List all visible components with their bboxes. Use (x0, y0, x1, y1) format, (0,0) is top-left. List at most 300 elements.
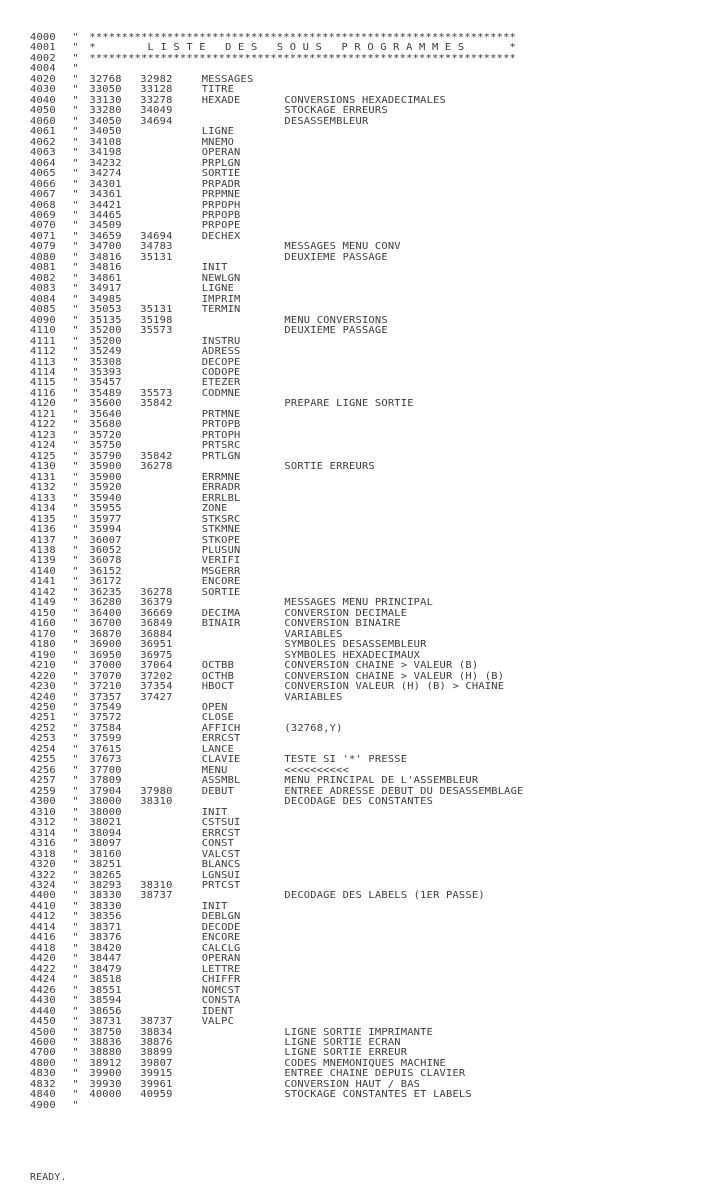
start-address: 38330 (89, 900, 122, 912)
line-number: 4420 (30, 953, 56, 965)
line-number: 4083 (30, 283, 56, 295)
line-number: 4418 (30, 942, 56, 954)
start-address: 35955 (89, 503, 122, 515)
routine-comment: <<<<<<<<<< (284, 764, 350, 776)
start-address: 35640 (89, 408, 122, 420)
routine-name: CALCLG (201, 942, 241, 954)
header-text: * L I S T E D E S S O U S P R O G R A M M E S * (89, 42, 516, 54)
quote-mark: " (72, 1057, 79, 1069)
routine-name: PRPOPB (201, 209, 241, 221)
line-number: 4257 (30, 775, 56, 787)
quote-mark: " (72, 817, 79, 829)
routine-name: PRPOPE (201, 220, 241, 232)
start-address: 38880 (89, 1047, 122, 1059)
start-address: 34816 (89, 262, 122, 274)
quote-mark: " (72, 293, 79, 305)
routine-comment: ENTREE CHAINE DEPUIS CLAVIER (284, 1068, 466, 1080)
line-number: 4116 (30, 387, 56, 399)
routine-name: OPEN (201, 702, 228, 713)
start-address: 38251 (89, 859, 122, 871)
quote-mark: " (72, 827, 79, 839)
quote-mark: " (72, 377, 79, 389)
quote-mark: " (72, 597, 79, 609)
line-number: 4240 (30, 691, 56, 703)
quote-mark: " (72, 838, 79, 850)
start-address: 37809 (89, 775, 122, 787)
routine-name: LGNSUI (201, 869, 241, 881)
routine-comment: SYMBOLES HEXADECIMAUX (284, 649, 421, 661)
end-address: 34049 (140, 105, 173, 117)
quote-mark: " (72, 492, 79, 504)
start-address: 34659 (89, 230, 122, 242)
line-number: 4114 (30, 367, 56, 378)
start-address: 34108 (89, 136, 122, 148)
line-number: 4060 (30, 115, 56, 127)
start-address: 38836 (89, 1037, 122, 1048)
routine-name: OCTBB (201, 660, 235, 672)
start-address: 37549 (89, 702, 122, 713)
routine-comment: MENU CONVERSIONS (284, 314, 388, 326)
routine-name: CSTSUI (201, 817, 241, 829)
quote-mark: " (72, 806, 79, 818)
routine-name: DECOPE (201, 356, 241, 368)
routine-name: TITRE (201, 84, 235, 96)
routine-comment: CODES MNEMONIQUES MACHINE (284, 1057, 447, 1069)
line-number: 4081 (30, 262, 56, 274)
start-address: 35489 (89, 387, 122, 399)
end-address: 36278 (140, 586, 173, 598)
start-address: 36052 (89, 544, 122, 556)
start-address: 38021 (89, 817, 122, 829)
routine-comment: DECODAGE DES CONSTANTES (284, 796, 434, 808)
quote-mark: " (72, 115, 79, 127)
start-address: 38594 (89, 995, 122, 1007)
end-address: 39961 (140, 1078, 173, 1090)
line-number: 4230 (30, 681, 56, 693)
routine-name: PRPOPH (201, 199, 241, 211)
routine-name: VALPC (201, 1016, 235, 1028)
end-address: 37064 (140, 660, 173, 672)
quote-mark: " (72, 712, 79, 724)
quote-mark: " (72, 482, 79, 494)
quote-mark: " (72, 524, 79, 536)
routine-comment: CONVERSIONS HEXADECIMALES (284, 94, 447, 106)
quote-mark: " (72, 157, 79, 169)
start-address: 34050 (89, 115, 122, 127)
routine-name: HEXADE (201, 94, 241, 106)
start-address: 35750 (89, 440, 122, 452)
header-text: ****************************************************************** (89, 52, 516, 64)
routine-comment: MESSAGES MENU PRINCIPAL (284, 597, 434, 609)
line-number: 4130 (30, 461, 56, 473)
line-number: 4065 (30, 168, 56, 180)
start-address: 34232 (89, 157, 122, 169)
routine-name: DECHEX (201, 230, 241, 242)
line-number: 4079 (30, 241, 56, 253)
quote-mark: " (72, 126, 79, 138)
start-address: 40000 (89, 1089, 122, 1101)
start-address: 36400 (89, 607, 122, 619)
start-address: 38000 (89, 796, 122, 808)
routine-comment: SORTIE ERREURS (284, 461, 375, 473)
line-number: 4140 (30, 565, 56, 577)
routine-name: SORTIE (201, 586, 241, 598)
start-address: 38376 (89, 932, 122, 944)
quote-mark: " (72, 796, 79, 808)
end-address: 38899 (140, 1047, 173, 1059)
end-address: 34694 (140, 115, 173, 127)
routine-name: ERRCST (201, 827, 241, 839)
routine-name: ENCORE (201, 932, 241, 944)
line-number: 4069 (30, 209, 56, 221)
line-number: 4137 (30, 534, 56, 546)
start-address: 33050 (89, 84, 122, 96)
line-number: 4800 (30, 1057, 56, 1069)
line-number: 4830 (30, 1068, 56, 1080)
line-number: 4310 (30, 806, 56, 818)
routine-name: STKSRC (201, 513, 241, 525)
start-address: 35977 (89, 513, 122, 525)
start-address: 38000 (89, 806, 122, 818)
line-number: 4318 (30, 848, 56, 860)
routine-name: ADRESS (201, 346, 241, 358)
line-number: 4131 (30, 471, 56, 483)
line-number: 4002 (30, 52, 56, 64)
end-address: 35842 (140, 398, 173, 410)
quote-mark: " (72, 387, 79, 399)
start-address: 37572 (89, 712, 122, 724)
end-address: 33278 (140, 94, 173, 106)
start-address: 35720 (89, 429, 122, 441)
routine-name: PLUSUN (201, 544, 241, 556)
routine-name: ERRLBL (201, 492, 241, 504)
routine-name: NOMCST (201, 984, 241, 996)
routine-name: ENCORE (201, 576, 241, 588)
quote-mark: " (72, 136, 79, 148)
end-address: 35573 (140, 387, 173, 399)
start-address: 38518 (89, 974, 122, 986)
quote-mark: " (72, 544, 79, 556)
routine-comment: MENU PRINCIPAL DE L'ASSEMBLEUR (284, 775, 479, 787)
quote-mark: " (72, 335, 79, 347)
routine-name: CONSTA (201, 995, 241, 1007)
start-address: 37357 (89, 691, 122, 703)
start-address: 35249 (89, 346, 122, 358)
quote-mark: " (72, 921, 79, 933)
routine-name: DECIMA (201, 607, 241, 619)
start-address: 38371 (89, 921, 122, 933)
routine-comment: (32768,Y) (284, 722, 343, 734)
end-address: 35842 (140, 450, 173, 462)
line-number: 4424 (30, 974, 56, 986)
start-address: 36280 (89, 597, 122, 609)
routine-name: LETTRE (201, 963, 241, 975)
routine-name: CODOPE (201, 367, 241, 378)
quote-mark: " (72, 586, 79, 598)
end-address: 36278 (140, 461, 173, 473)
line-number: 4254 (30, 743, 56, 755)
start-address: 32768 (89, 73, 122, 85)
line-number: 4149 (30, 597, 56, 609)
line-number: 4085 (30, 304, 56, 316)
routine-name: CLOSE (201, 712, 235, 724)
quote-mark: " (72, 702, 79, 713)
line-number: 4138 (30, 544, 56, 556)
routine-name: PRPLGN (201, 157, 241, 169)
start-address: 34301 (89, 178, 122, 190)
quote-mark: " (72, 251, 79, 263)
routine-name: IDENT (201, 1005, 235, 1017)
routine-name: PRPADR (201, 178, 241, 190)
line-number: 4312 (30, 817, 56, 829)
end-address: 38737 (140, 890, 173, 902)
start-address: 33130 (89, 94, 122, 106)
line-number: 4062 (30, 136, 56, 148)
routine-name: MENU (201, 764, 228, 776)
line-number: 4142 (30, 586, 56, 598)
routine-name: STKMNE (201, 524, 241, 536)
start-address: 38160 (89, 848, 122, 860)
routine-comment: LIGNE SORTIE IMPRIMANTE (284, 1026, 434, 1038)
routine-name: LIGNE (201, 283, 235, 295)
line-number: 4111 (30, 335, 56, 347)
routine-name: NEWLGN (201, 272, 241, 284)
quote-mark: " (72, 618, 79, 630)
line-number: 4139 (30, 555, 56, 567)
end-address: 35131 (140, 251, 173, 263)
routine-name: DEBUT (201, 785, 235, 797)
routine-name: OPERAN (201, 147, 241, 159)
quote-mark: " (72, 911, 79, 923)
routine-comment: ENTREE ADRESSE DEBUT DU DESASSEMBLAGE (284, 785, 524, 797)
line-number: 4110 (30, 325, 56, 337)
routine-name: DECODE (201, 921, 241, 933)
line-number: 4135 (30, 513, 56, 525)
quote-mark: " (72, 1068, 79, 1080)
quote-mark: " (72, 649, 79, 661)
quote-mark: " (72, 450, 79, 462)
start-address: 38420 (89, 942, 122, 954)
start-address: 33280 (89, 105, 122, 117)
routine-comment: TESTE SI '*' PRESSE (284, 754, 408, 766)
line-number: 4124 (30, 440, 56, 452)
end-address: 40959 (140, 1089, 173, 1101)
start-address: 35053 (89, 304, 122, 316)
quote-mark: " (72, 314, 79, 326)
routine-name: ZONE (201, 503, 228, 515)
quote-mark: " (72, 272, 79, 284)
quote-mark: " (72, 513, 79, 525)
quote-mark: " (72, 879, 79, 891)
start-address: 35790 (89, 450, 122, 462)
start-address: 38551 (89, 984, 122, 996)
line-number: 4314 (30, 827, 56, 839)
start-address: 38912 (89, 1057, 122, 1069)
line-number: 4416 (30, 932, 56, 944)
start-address: 38479 (89, 963, 122, 975)
quote-mark: " (72, 1037, 79, 1048)
line-number: 4253 (30, 733, 56, 745)
quote-mark: " (72, 189, 79, 201)
routine-name: INIT (201, 806, 228, 818)
routine-name: CHIFFR (201, 974, 241, 986)
routine-comment: CONVERSION CHAINE > VALEUR (H) (B) (284, 670, 505, 682)
quote-mark: " (72, 42, 79, 54)
quote-mark: " (72, 1026, 79, 1038)
routine-name: LANCE (201, 743, 235, 755)
routine-comment: CONVERSION HAUT / BAS (284, 1078, 421, 1090)
quote-mark: " (72, 398, 79, 410)
start-address: 35200 (89, 335, 122, 347)
line-number: 4300 (30, 796, 56, 808)
line-number: 4040 (30, 94, 56, 106)
end-address: 37354 (140, 681, 173, 693)
line-number: 4180 (30, 639, 56, 651)
routine-name: ERRADR (201, 482, 241, 494)
end-address: 37980 (140, 785, 173, 797)
routine-comment: VARIABLES (284, 628, 343, 640)
end-address: 35198 (140, 314, 173, 326)
routine-comment: DECODAGE DES LABELS (1ER PASSE) (284, 890, 485, 902)
line-number: 4121 (30, 408, 56, 420)
start-address: 36235 (89, 586, 122, 598)
routine-name: BINAIR (201, 618, 241, 630)
quote-mark: " (72, 199, 79, 211)
line-number: 4220 (30, 670, 56, 682)
quote-mark: " (72, 691, 79, 703)
routine-name: STKOPE (201, 534, 241, 546)
end-address: 39807 (140, 1057, 173, 1069)
quote-mark: " (72, 471, 79, 483)
start-address: 37070 (89, 670, 122, 682)
start-address: 37000 (89, 660, 122, 672)
ready-prompt: READY. (30, 1172, 67, 1183)
end-address: 38834 (140, 1026, 173, 1038)
routine-name: INSTRU (201, 335, 241, 347)
start-address: 38750 (89, 1026, 122, 1038)
line-number: 4150 (30, 607, 56, 619)
end-address: 37202 (140, 670, 173, 682)
line-number: 4125 (30, 450, 56, 462)
end-address: 38876 (140, 1037, 173, 1048)
quote-mark: " (72, 974, 79, 986)
routine-comment: LIGNE SORTIE ECRAN (284, 1037, 401, 1048)
start-address: 37599 (89, 733, 122, 745)
start-address: 36700 (89, 618, 122, 630)
line-number: 4120 (30, 398, 56, 410)
start-address: 38265 (89, 869, 122, 881)
quote-mark: " (72, 576, 79, 588)
quote-mark: " (72, 1089, 79, 1101)
line-number: 4064 (30, 157, 56, 169)
start-address: 36172 (89, 576, 122, 588)
line-number: 4000 (30, 32, 56, 43)
end-address: 34694 (140, 230, 173, 242)
line-number: 4324 (30, 879, 56, 891)
start-address: 35308 (89, 356, 122, 368)
quote-mark: " (72, 178, 79, 190)
quote-mark: " (72, 241, 79, 253)
quote-mark: " (72, 754, 79, 766)
line-number: 4066 (30, 178, 56, 190)
quote-mark: " (72, 209, 79, 221)
routine-name: MNEMO (201, 136, 235, 148)
quote-mark: " (72, 147, 79, 159)
quote-mark: " (72, 984, 79, 996)
routine-name: ASSMBL (201, 775, 241, 787)
line-number: 4122 (30, 419, 56, 431)
line-number: 4112 (30, 346, 56, 358)
routine-comment: CONVERSION VALEUR (H) (B) > CHAINE (284, 681, 505, 693)
line-number: 4004 (30, 63, 56, 75)
quote-mark: " (72, 963, 79, 975)
quote-mark: " (72, 63, 79, 75)
line-number: 4252 (30, 722, 56, 734)
quote-mark: " (72, 722, 79, 734)
start-address: 38094 (89, 827, 122, 839)
line-number: 4500 (30, 1026, 56, 1038)
start-address: 35457 (89, 377, 122, 389)
quote-mark: " (72, 859, 79, 871)
quote-mark: " (72, 461, 79, 473)
quote-mark: " (72, 785, 79, 797)
start-address: 35393 (89, 367, 122, 378)
end-address: 34783 (140, 241, 173, 253)
header-text: ****************************************************************** (89, 32, 516, 43)
line-number: 4450 (30, 1016, 56, 1028)
routine-name: DEBLGN (201, 911, 241, 923)
start-address: 34198 (89, 147, 122, 159)
line-number: 4001 (30, 42, 56, 54)
line-number: 4067 (30, 189, 56, 201)
line-number: 4084 (30, 293, 56, 305)
quote-mark: " (72, 565, 79, 577)
end-address: 33128 (140, 84, 173, 96)
line-number: 4123 (30, 429, 56, 441)
quote-mark: " (72, 932, 79, 944)
routine-comment: DEUXIEME PASSAGE (284, 325, 388, 337)
quote-mark: " (72, 660, 79, 672)
quote-mark: " (72, 670, 79, 682)
quote-mark: " (72, 534, 79, 546)
quote-mark: " (72, 94, 79, 106)
routine-comment: CONVERSION DECIMALE (284, 607, 408, 619)
start-address: 35135 (89, 314, 122, 326)
quote-mark: " (72, 953, 79, 965)
routine-name: OCTHB (201, 670, 235, 682)
quote-mark: " (72, 764, 79, 776)
quote-mark: " (72, 84, 79, 96)
quote-mark: " (72, 220, 79, 232)
line-number: 4170 (30, 628, 56, 640)
start-address: 36900 (89, 639, 122, 651)
routine-name: MSGERR (201, 565, 241, 577)
routine-name: INIT (201, 900, 228, 912)
routine-name: PRTOPB (201, 419, 241, 431)
start-address: 39900 (89, 1068, 122, 1080)
line-number: 4414 (30, 921, 56, 933)
routine-name: MESSAGES (201, 73, 254, 85)
line-number: 4322 (30, 869, 56, 881)
quote-mark: " (72, 743, 79, 755)
quote-mark: " (72, 429, 79, 441)
routine-name: IMPRIM (201, 293, 241, 305)
end-address: 36951 (140, 639, 173, 651)
start-address: 38097 (89, 838, 122, 850)
line-number: 4071 (30, 230, 56, 242)
routine-name: LIGNE (201, 126, 235, 138)
line-number: 4068 (30, 199, 56, 211)
